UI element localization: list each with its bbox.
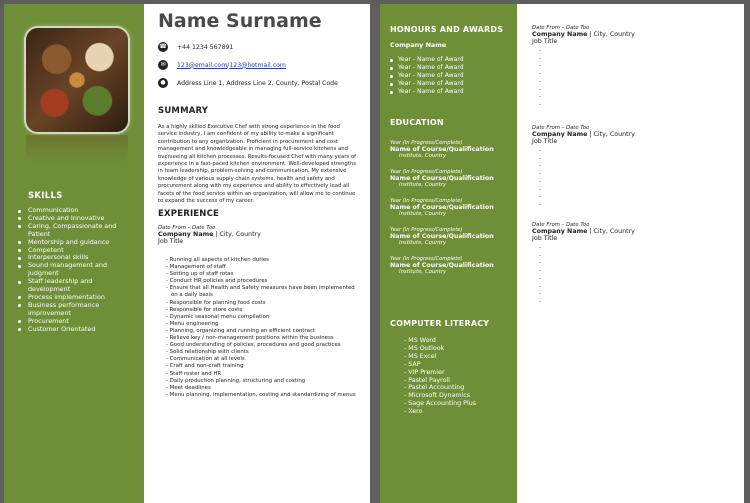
- job-date: Date From – Date Too: [532, 25, 590, 31]
- computer-skill-item: - VIP Premier: [404, 369, 476, 377]
- computer-skill-item: - MS Word: [404, 337, 476, 345]
- honours-heading: HONOURS AND AWARDS: [390, 25, 504, 34]
- address-text: Address Line 1, Address Line 2, County, Postal Code: [177, 79, 338, 87]
- duty-item: - Relieve key / non-management positions within the business: [166, 335, 362, 342]
- empty-duty: [539, 163, 732, 171]
- education-heading: EDUCATION: [390, 118, 444, 127]
- skill-item: Caring, Compassionate and Patient: [16, 223, 136, 239]
- duty-item: - Planning, organizing and running an efficient contract: [166, 328, 362, 335]
- education-entry: [390, 169, 515, 188]
- empty-duty: [539, 94, 732, 102]
- skill-item: Interpersonal skills: [16, 254, 136, 262]
- duty-item: - Menu planning, implementation, costing and standardizing of menus: [166, 392, 362, 399]
- summary-text: As a highly skilled Executive Chef with strong experience in the food service industry, I am confident of my ability to make a significant contribution to any organization. Proficient in procurement and cost management and knowledgeable in managing full-service kitchens and overseeing all kitchen processes. Results-focused Chef with many years of experience in a fast-paced kitchen environment. Well-developed strengths in team leadership, problem-solving and communication. My extensive knowledge of various supply chain systems, health and safety and procurement along with my experience and ability to effectively lead all facets of the food service within an organization, will allow me to continue to expand the success of my career.: [158, 124, 356, 205]
- duties-list: [166, 257, 362, 399]
- empty-duty: [539, 71, 732, 79]
- resume-page-1: [4, 4, 370, 503]
- computer-skill-item: - Pastel Payroll: [404, 377, 476, 385]
- summary-heading: SUMMARY: [158, 106, 209, 116]
- education-institute: Institute, Country: [399, 240, 447, 246]
- empty-duty: [539, 202, 732, 210]
- education-course: Name of Course/Qualification: [390, 146, 494, 153]
- duties-placeholder-list: [539, 48, 732, 110]
- award-item: Year - Name of Award: [390, 88, 464, 96]
- computer-skill-item: - SAP: [404, 361, 476, 369]
- photo-reflection: [26, 135, 128, 163]
- empty-duty: [539, 260, 732, 268]
- job-entry: [532, 125, 732, 210]
- computer-skill-item: - Xero: [404, 408, 476, 416]
- empty-duty: [539, 102, 732, 110]
- empty-duty: [539, 48, 732, 56]
- job-entry: [158, 225, 261, 245]
- duty-item: - Communication at all levels: [166, 356, 362, 363]
- contact-phone: [158, 42, 233, 52]
- job-company: Company Name: [158, 231, 214, 238]
- education-course: Name of Course/Qualification: [390, 175, 494, 182]
- education-course: Name of Course/Qualification: [390, 233, 494, 240]
- job-company: Company Name: [532, 228, 588, 235]
- empty-duty: [539, 268, 732, 276]
- empty-duty: [539, 156, 732, 164]
- duty-item: - Responsible for store costs: [166, 307, 362, 314]
- empty-duty: [539, 179, 732, 187]
- job-location: | City, Country: [213, 231, 261, 238]
- job-company: Company Name: [532, 31, 588, 38]
- empty-duty: [539, 245, 732, 253]
- empty-duty: [539, 253, 732, 261]
- education-institute: Institute, Country: [399, 182, 447, 188]
- education-institute: Institute, Country: [399, 153, 447, 159]
- skill-item: Customer Orientated: [16, 326, 136, 334]
- duty-item: - Responsible for planning food costs: [166, 300, 362, 307]
- email-link-2[interactable]: 123@hotmail.com: [229, 61, 286, 69]
- computer-skill-item: - Pastel Accounting: [404, 384, 476, 392]
- duty-item: - Solid relationship with clients: [166, 349, 362, 356]
- job-company: Company Name: [532, 131, 588, 138]
- empty-duty: [539, 276, 732, 284]
- profile-photo: [26, 28, 128, 132]
- computer-skill-item: - MS Outlook: [404, 345, 476, 353]
- empty-duty: [539, 194, 732, 202]
- experience-heading: EXPERIENCE: [158, 209, 220, 219]
- computer-skills-list: [404, 337, 476, 416]
- empty-duty: [539, 291, 732, 299]
- duty-item: - Setting up of staff rotas: [166, 271, 362, 278]
- job-entry: [532, 222, 732, 307]
- resume-page-2: [380, 4, 744, 503]
- empty-duty: [539, 63, 732, 71]
- duty-item: - Conduct HR policies and procedures: [166, 278, 362, 285]
- job-company-line: [532, 31, 732, 38]
- duty-item: - Daily production planning, structuring and costing: [166, 378, 362, 385]
- computer-literacy-heading: COMPUTER LITERACY: [390, 319, 490, 328]
- duty-item: - Management of staff: [166, 264, 362, 271]
- skill-item: Communication: [16, 207, 136, 215]
- duty-item: - Running all aspects of kitchen duties: [166, 257, 362, 264]
- education-course: Name of Course/Qualification: [390, 204, 494, 211]
- education-year: Year (In Progress/Complete): [390, 256, 463, 262]
- sidebar: [380, 4, 517, 503]
- education-entry: [390, 256, 515, 275]
- award-item: Year - Name of Award: [390, 56, 464, 64]
- job-title: Job Title: [532, 235, 558, 242]
- job-entry: [532, 25, 732, 110]
- duty-item: - Menu engineering: [166, 321, 362, 328]
- contact-email: [158, 60, 286, 70]
- education-institute: Institute, Country: [399, 211, 447, 217]
- skill-item: Procurement: [16, 318, 136, 326]
- duty-item: - Craft and non-craft training: [166, 363, 362, 370]
- duties-placeholder-list: [539, 245, 732, 307]
- phone-icon: ☎: [159, 43, 167, 50]
- education-institute: Institute, Country: [399, 269, 447, 275]
- education-entry: [390, 198, 515, 217]
- email-link-1[interactable]: 123@email.com: [177, 61, 228, 69]
- honours-company: Company Name: [390, 41, 447, 49]
- envelope-icon: ✉: [158, 60, 168, 70]
- empty-duty: [539, 148, 732, 156]
- job-title: Job Title: [532, 138, 558, 145]
- skill-item: Sound management and judgment: [16, 262, 136, 278]
- job-date: Date From – Date Too: [532, 125, 590, 131]
- education-year: Year (In Progress/Complete): [390, 198, 463, 204]
- job-date: Date From – Date Too: [158, 225, 216, 231]
- education-year: Year (In Progress/Complete): [390, 169, 463, 175]
- skills-list: [16, 207, 136, 334]
- job-company-line: [532, 228, 732, 235]
- duty-item: - Good understanding of policies, procedures and good practices: [166, 342, 362, 349]
- email-separator: /: [227, 61, 230, 69]
- computer-skill-item: - MS Excel: [404, 353, 476, 361]
- education-entry: [390, 227, 515, 246]
- awards-list: [390, 56, 464, 96]
- skill-item: Business performance improvement: [16, 302, 136, 318]
- computer-skill-item: - Sage Accounting Plus: [404, 400, 476, 408]
- duty-item: - Dynamic seasonal menu compilation: [166, 314, 362, 321]
- job-date: Date From – Date Too: [532, 222, 590, 228]
- job-company-line: [532, 131, 732, 138]
- award-item: Year - Name of Award: [390, 64, 464, 72]
- empty-duty: [539, 299, 732, 307]
- skill-item: Mentorship and guidance: [16, 239, 136, 247]
- duty-item: - Meet deadlines: [166, 385, 362, 392]
- job-location: | City, Country: [587, 31, 635, 38]
- empty-duty: [539, 284, 732, 292]
- award-item: Year - Name of Award: [390, 72, 464, 80]
- skills-heading: SKILLS: [28, 191, 63, 201]
- empty-duty: [539, 79, 732, 87]
- location-pin-icon: ●: [158, 78, 168, 88]
- job-location: | City, Country: [587, 131, 635, 138]
- skill-item: Competent: [16, 247, 136, 255]
- skill-item: Staff leadership and development: [16, 278, 136, 294]
- job-location: | City, Country: [587, 228, 635, 235]
- education-year: Year (In Progress/Complete): [390, 227, 463, 233]
- education-year: Year (In Progress/Complete): [390, 140, 463, 146]
- job-title: Job Title: [532, 38, 558, 45]
- skill-item: Creative and Innovative: [16, 215, 136, 223]
- skill-item: Process implementation: [16, 294, 136, 302]
- job-title: Job Title: [158, 238, 184, 245]
- empty-duty: [539, 87, 732, 95]
- computer-skill-item: - Microsoft Dynamics: [404, 392, 476, 400]
- empty-duty: [539, 187, 732, 195]
- phone-number: +44 1234 567891: [177, 43, 234, 51]
- job-company-line: [158, 231, 261, 238]
- sidebar: [4, 4, 144, 503]
- empty-duty: [539, 171, 732, 179]
- duty-item: - Ensure that all Health and Safety measures have been implemented on a daily basis: [166, 285, 362, 299]
- duty-item: - Staff roster and HR: [166, 371, 362, 378]
- contact-address: [158, 78, 338, 88]
- award-item: Year - Name of Award: [390, 80, 464, 88]
- empty-duty: [539, 56, 732, 64]
- duties-placeholder-list: [539, 148, 732, 210]
- person-name: Name Surname: [158, 10, 322, 32]
- education-entry: [390, 140, 515, 159]
- education-course: Name of Course/Qualification: [390, 262, 494, 269]
